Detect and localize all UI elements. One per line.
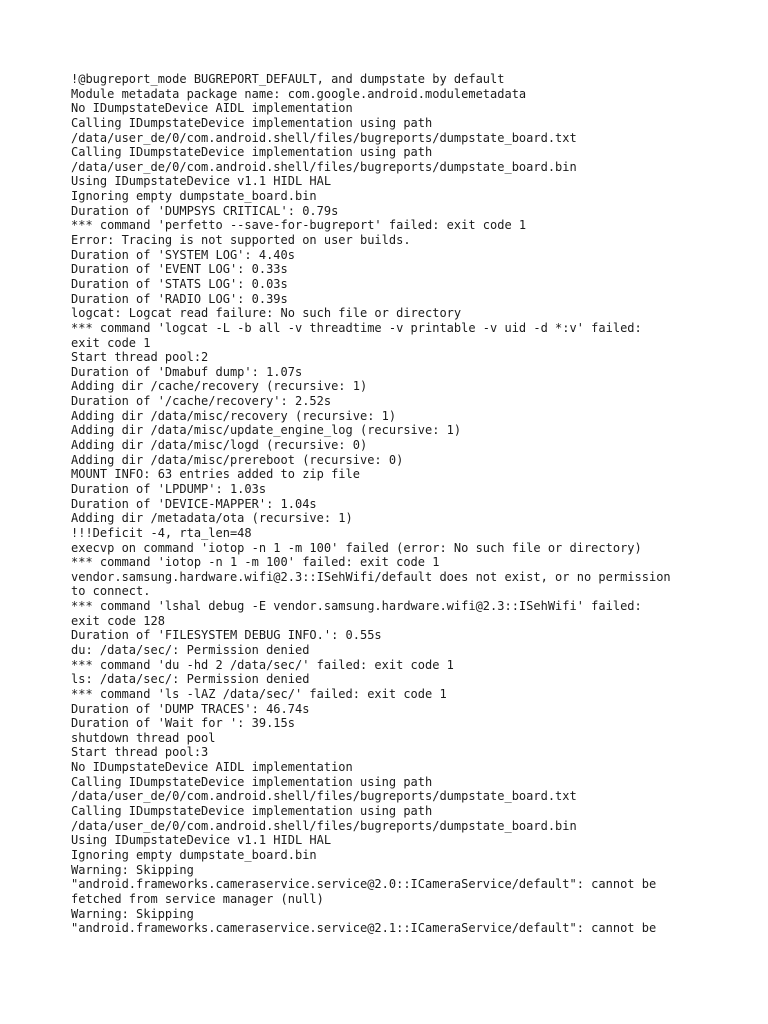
log-line: Adding dir /data/misc/update_engine_log (recursive: 1) [71,423,462,438]
log-line: Duration of 'DUMP TRACES': 46.74s [71,701,310,716]
log-line: du: /data/sec/: Permission denied [71,642,310,657]
log-line: Duration of 'SYSTEM LOG': 4.40s [71,247,295,262]
log-line: No IDumpstateDevice AIDL implementation [71,101,353,116]
log-line: Duration of 'EVENT LOG': 0.33s [71,262,288,277]
log-line: to connect. [71,584,151,599]
log-line: Duration of '/cache/recovery': 2.52s [71,394,332,409]
log-line: /data/user_de/0/com.android.shell/files/bugreports/dumpstate_board.txt [71,789,577,804]
log-line: Duration of 'LPDUMP': 1.03s [71,481,267,496]
log-line: Start thread pool:3 [71,745,209,760]
log-line: vendor.samsung.hardware.wifi@2.3::ISehWifi/default does not exist, or no permission [71,569,671,584]
log-line: ls: /data/sec/: Permission denied [71,672,310,687]
log-line: "android.frameworks.cameraservice.service@2.1::ICameraService/default": cannot be [71,921,657,936]
log-line: Duration of 'FILESYSTEM DEBUG INFO.': 0.55s [71,628,382,643]
log-document [71,72,731,936]
log-line: "android.frameworks.cameraservice.service@2.0::ICameraService/default": cannot be [71,877,657,892]
log-line: !!!Deficit -4, rta_len=48 [71,525,252,540]
log-line: shutdown thread pool [71,730,216,745]
log-line: Duration of 'Dmabuf dump': 1.07s [71,364,303,379]
log-line: /data/user_de/0/com.android.shell/files/bugreports/dumpstate_board.bin [71,818,577,833]
log-line: Calling IDumpstateDevice implementation using path [71,774,433,789]
log-line: Adding dir /data/misc/prereboot (recursive: 0) [71,452,404,467]
log-line: Calling IDumpstateDevice implementation using path [71,145,433,160]
log-line: Duration of 'Wait for ': 39.15s [71,716,295,731]
log-line: exit code 128 [71,613,165,628]
log-line: Duration of 'RADIO LOG': 0.39s [71,291,288,306]
log-line: exit code 1 [71,335,151,350]
log-line: logcat: Logcat read failure: No such file or directory [71,306,462,321]
log-line: *** command 'perfetto --save-for-bugreport' failed: exit code 1 [71,218,527,233]
log-line: /data/user_de/0/com.android.shell/files/bugreports/dumpstate_board.txt [71,130,577,145]
log-line: Duration of 'DEVICE-MAPPER': 1.04s [71,496,317,511]
log-line: Using IDumpstateDevice v1.1 HIDL HAL [71,833,332,848]
log-line: Calling IDumpstateDevice implementation using path [71,115,433,130]
log-line: execvp on command 'iotop -n 1 -m 100' failed (error: No such file or directory) [71,540,642,555]
log-line: Warning: Skipping [71,862,194,877]
log-line: Duration of 'DUMPSYS CRITICAL': 0.79s [71,203,339,218]
log-line: Using IDumpstateDevice v1.1 HIDL HAL [71,174,332,189]
log-line: *** command 'du -hd 2 /data/sec/' failed: exit code 1 [71,657,454,672]
log-line: Adding dir /data/misc/logd (recursive: 0) [71,438,368,453]
log-line: Ignoring empty dumpstate_board.bin [71,847,317,862]
log-line: No IDumpstateDevice AIDL implementation [71,760,353,775]
log-line: *** command 'ls -lAZ /data/sec/' failed: exit code 1 [71,686,447,701]
log-line: fetched from service manager (null) [71,891,324,906]
log-line: Module metadata package name: com.google.android.modulemetadata [71,86,527,101]
log-line: Error: Tracing is not supported on user builds. [71,233,411,248]
log-line: Calling IDumpstateDevice implementation using path [71,804,433,819]
log-line: Adding dir /data/misc/recovery (recursive: 1) [71,408,397,423]
log-line: Ignoring empty dumpstate_board.bin [71,189,317,204]
log-line: Adding dir /metadata/ota (recursive: 1) [71,511,353,526]
log-line: *** command 'logcat -L -b all -v threadtime -v printable -v uid -d *:v' failed: [71,320,642,335]
log-line: *** command 'lshal debug -E vendor.samsung.hardware.wifi@2.3::ISehWifi' failed: [71,599,642,614]
log-line: !@bugreport_mode BUGREPORT_DEFAULT, and dumpstate by default [71,72,505,86]
log-line: Duration of 'STATS LOG': 0.03s [71,276,288,291]
log-line: Adding dir /cache/recovery (recursive: 1) [71,379,368,394]
log-line: Start thread pool:2 [71,350,209,365]
log-line: MOUNT INFO: 63 entries added to zip file [71,467,360,482]
log-line: Warning: Skipping [71,906,194,921]
log-line: /data/user_de/0/com.android.shell/files/bugreports/dumpstate_board.bin [71,159,577,174]
log-line: *** command 'iotop -n 1 -m 100' failed: exit code 1 [71,555,440,570]
